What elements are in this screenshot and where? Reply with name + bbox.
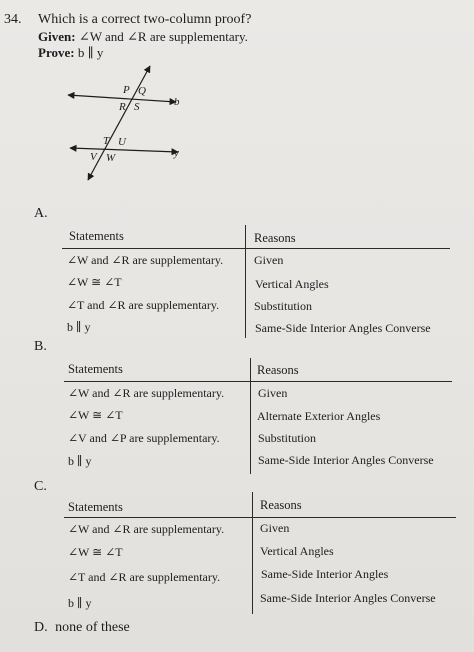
reason-2: Vertical Angles bbox=[260, 544, 334, 558]
label-b: b bbox=[174, 96, 180, 108]
label-u: U bbox=[118, 136, 126, 148]
reason-1: Given bbox=[258, 386, 288, 400]
given-text: ∠W and ∠R are supplementary. bbox=[78, 29, 248, 44]
header-rule bbox=[62, 248, 450, 249]
prove-text: b ∥ y bbox=[77, 45, 104, 60]
statement-2: ∠W ≅ ∠T bbox=[68, 545, 123, 559]
statement-4: b ∥ y bbox=[67, 320, 91, 334]
option-d-letter: D. bbox=[34, 620, 48, 635]
option-b-letter[interactable]: B. bbox=[34, 339, 47, 354]
label-p: P bbox=[123, 84, 130, 96]
label-q: Q bbox=[138, 85, 146, 97]
statement-1: ∠W and ∠R are supplementary. bbox=[67, 253, 224, 267]
statements-header: Statements bbox=[68, 362, 123, 376]
statement-4: b ∥ y bbox=[68, 454, 92, 468]
reason-2: Alternate Exterior Angles bbox=[257, 409, 381, 423]
statement-3: ∠T and ∠R are supplementary. bbox=[68, 570, 221, 584]
transversal-line bbox=[88, 66, 150, 180]
label-s: S bbox=[134, 101, 140, 113]
column-divider bbox=[250, 358, 251, 474]
option-b-proof bbox=[64, 356, 452, 476]
option-c-letter[interactable]: C. bbox=[34, 479, 47, 494]
reason-4: Same-Side Interior Angles Converse bbox=[258, 453, 434, 467]
statement-3: ∠V and ∠P are supplementary. bbox=[68, 431, 220, 445]
label-w: W bbox=[106, 152, 116, 164]
reason-3: Substitution bbox=[254, 299, 313, 313]
reason-1: Given bbox=[254, 253, 284, 267]
option-a-proof bbox=[62, 222, 450, 340]
statements-header: Statements bbox=[68, 500, 123, 514]
reason-4: Same-Side Interior Angles Converse bbox=[260, 591, 436, 605]
question-number: 34. bbox=[4, 12, 22, 27]
reason-3: Substitution bbox=[258, 431, 317, 445]
label-y: y bbox=[174, 147, 179, 159]
column-divider bbox=[245, 225, 246, 338]
reasons-header: Reasons bbox=[254, 231, 296, 245]
label-t: T bbox=[103, 135, 110, 147]
column-divider bbox=[252, 492, 253, 614]
prove-label: Prove: bbox=[38, 45, 75, 60]
reason-4: Same-Side Interior Angles Converse bbox=[255, 321, 431, 335]
statement-1: ∠W and ∠R are supplementary. bbox=[68, 522, 225, 536]
statement-3: ∠T and ∠R are supplementary. bbox=[67, 298, 220, 312]
line-y bbox=[70, 148, 178, 152]
given-label: Given: bbox=[38, 29, 76, 44]
parallel-lines-figure bbox=[60, 58, 200, 188]
reasons-header: Reasons bbox=[257, 363, 299, 377]
given-line bbox=[38, 29, 248, 45]
reason-2: Vertical Angles bbox=[255, 277, 329, 291]
header-rule bbox=[64, 517, 456, 518]
label-r: R bbox=[119, 101, 126, 113]
question-text: Which is a correct two-column proof? bbox=[38, 12, 252, 27]
statement-1: ∠W and ∠R are supplementary. bbox=[68, 386, 225, 400]
header-rule bbox=[64, 381, 452, 382]
reason-3: Same-Side Interior Angles bbox=[261, 567, 389, 581]
statements-header: Statements bbox=[69, 229, 124, 243]
statement-4: b ∥ y bbox=[68, 596, 92, 610]
reasons-header: Reasons bbox=[260, 498, 302, 512]
statement-2: ∠W ≅ ∠T bbox=[67, 275, 122, 289]
label-v: V bbox=[90, 151, 97, 163]
option-d[interactable] bbox=[34, 620, 130, 636]
option-d-text: none of these bbox=[55, 620, 130, 635]
option-c-proof bbox=[64, 490, 456, 615]
option-a-letter[interactable]: A. bbox=[34, 206, 48, 221]
reason-1: Given bbox=[260, 521, 290, 535]
statement-2: ∠W ≅ ∠T bbox=[68, 408, 123, 422]
